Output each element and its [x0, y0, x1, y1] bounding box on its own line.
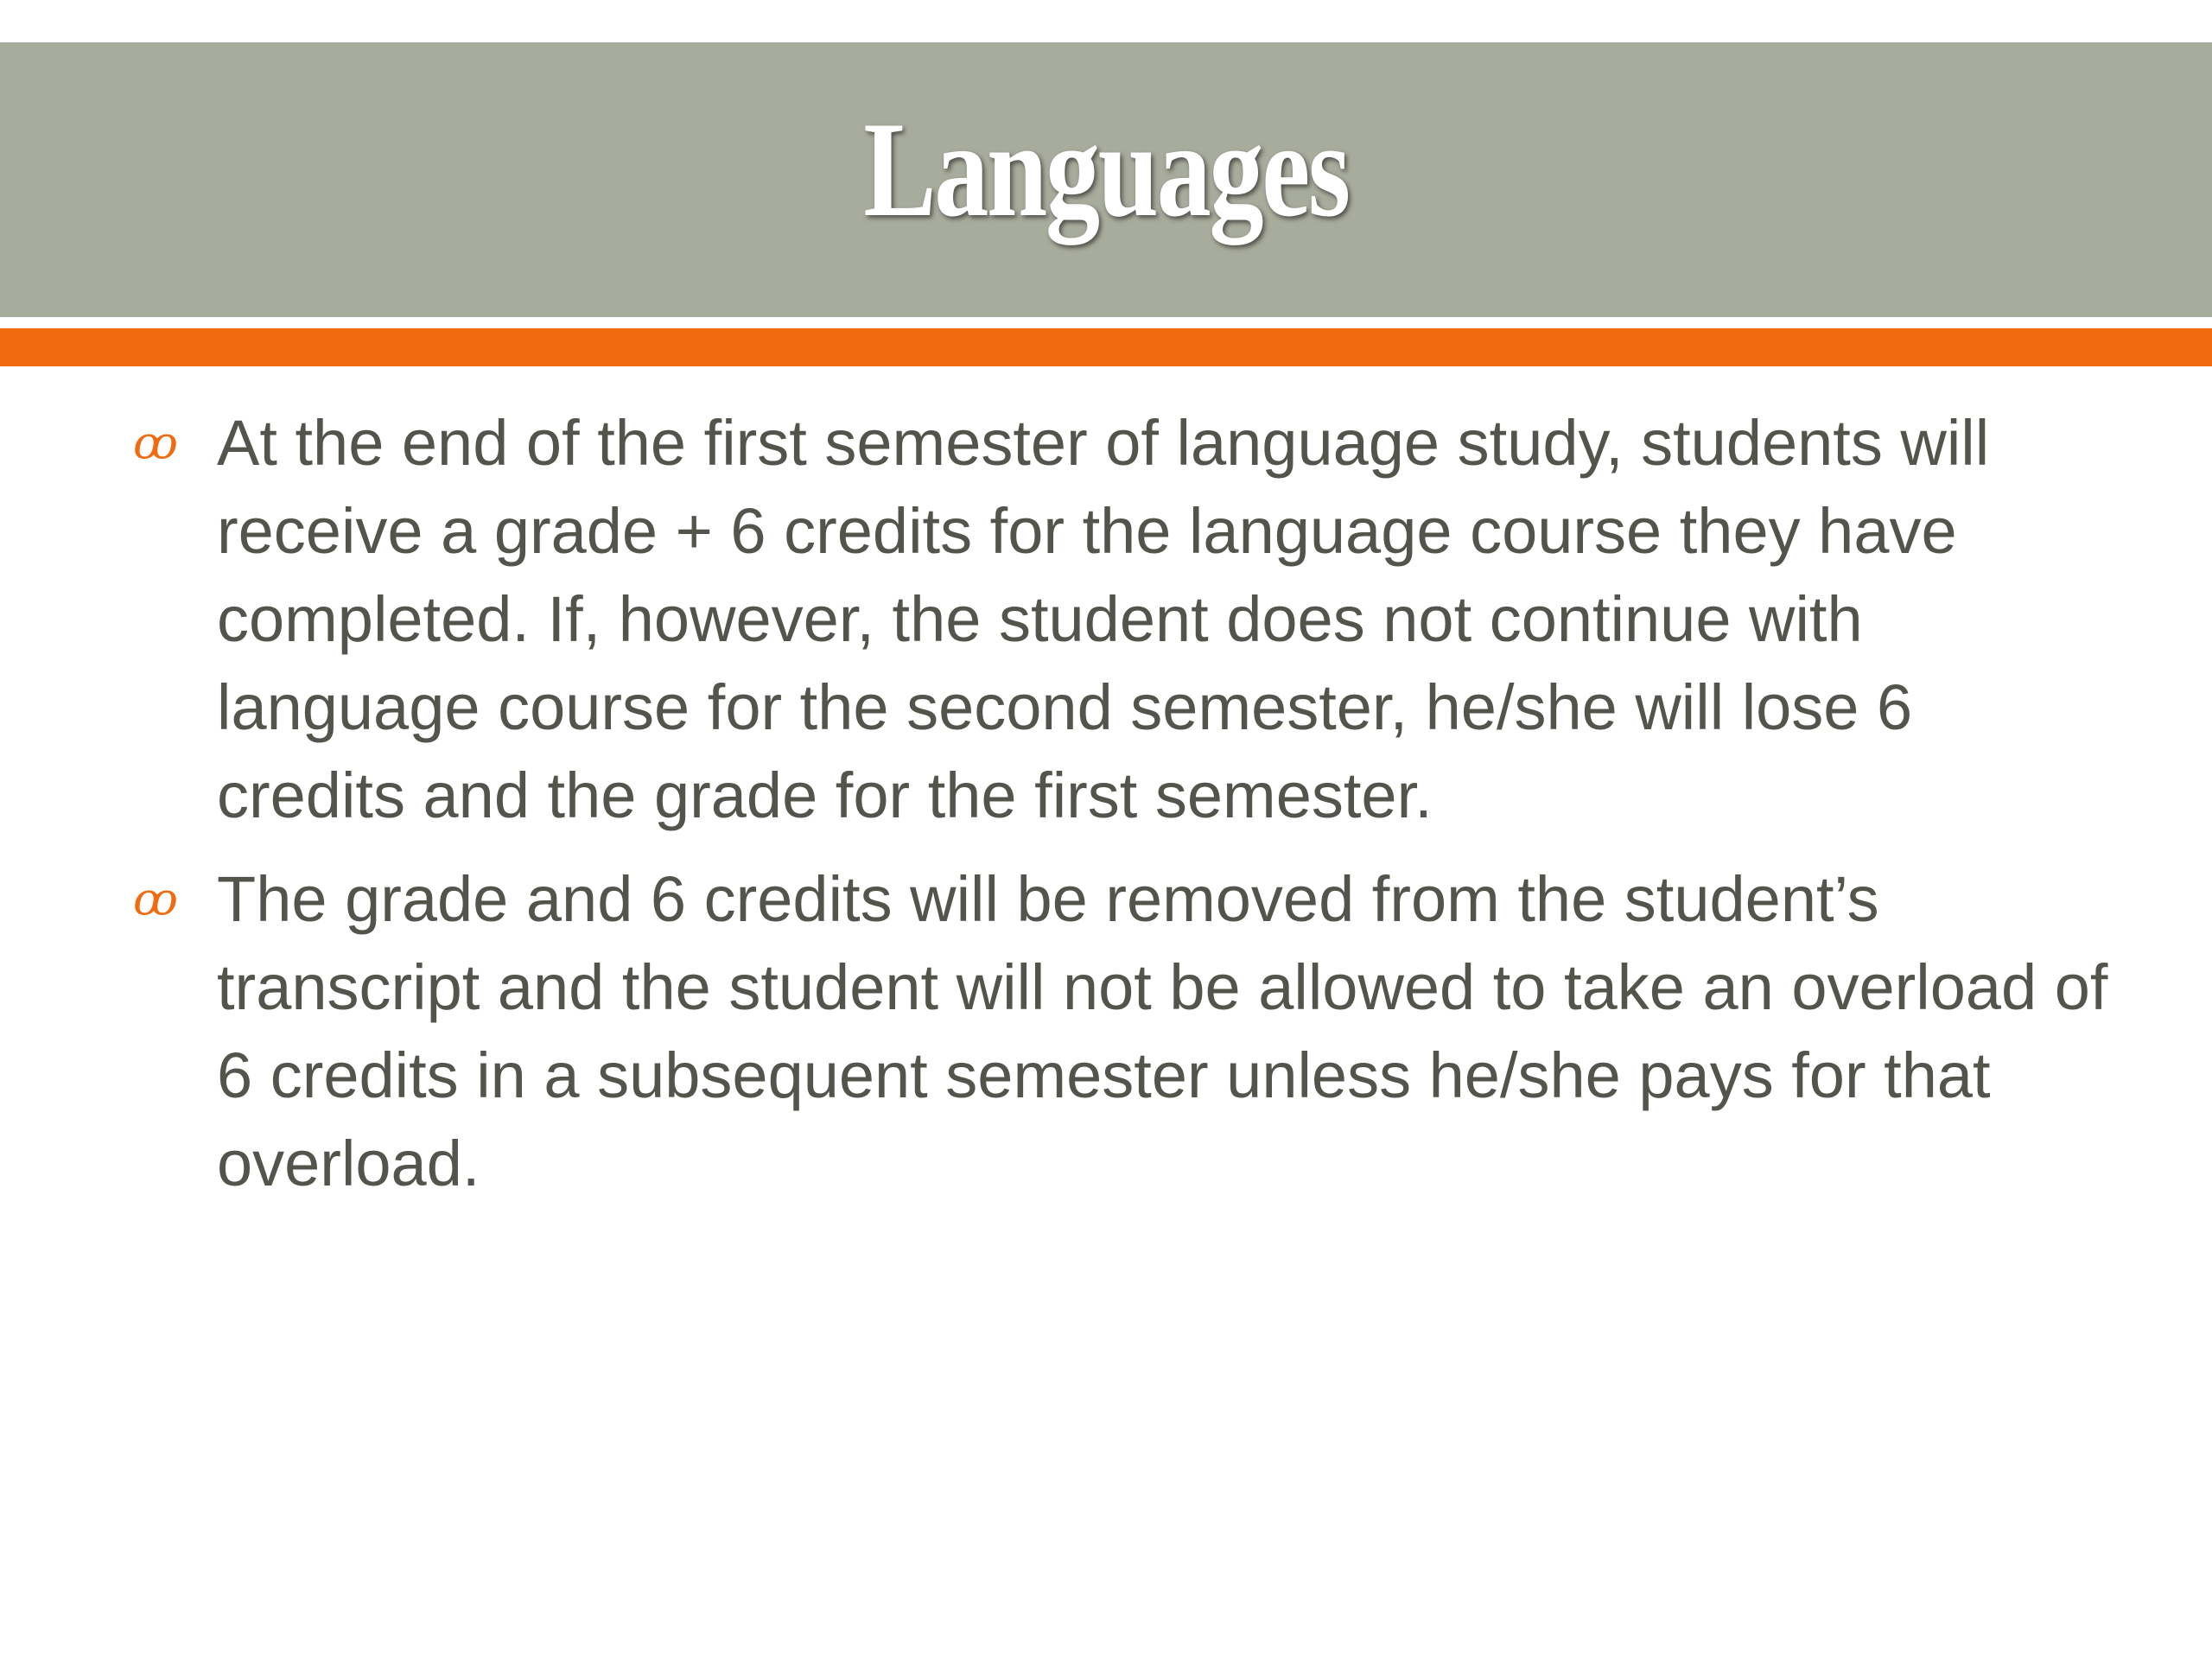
list-item: [121, 399, 2108, 840]
bullet-text: At the end of the first semester of language study, students will receive a grade + 6 credits for the language course they have completed. If, however, the student does not continue with language course for the second semester, he/she will lose 6 credits and the grade for the first semester.: [217, 407, 1990, 831]
list-item: [121, 855, 2108, 1208]
accent-bar: [0, 328, 2212, 366]
slide-title: Languages: [863, 94, 1349, 245]
bullet-text: The grade and 6 credits will be removed from the student’s transcript and the student will not be allowed to take an overload of 6 credits in a subsequent semester unless he/she pays for that overload.: [217, 863, 2108, 1199]
fleuron-bullet-icon: ꝏ: [133, 417, 178, 469]
bullet-list: [121, 399, 2108, 1224]
fleuron-bullet-icon: ꝏ: [133, 874, 178, 925]
